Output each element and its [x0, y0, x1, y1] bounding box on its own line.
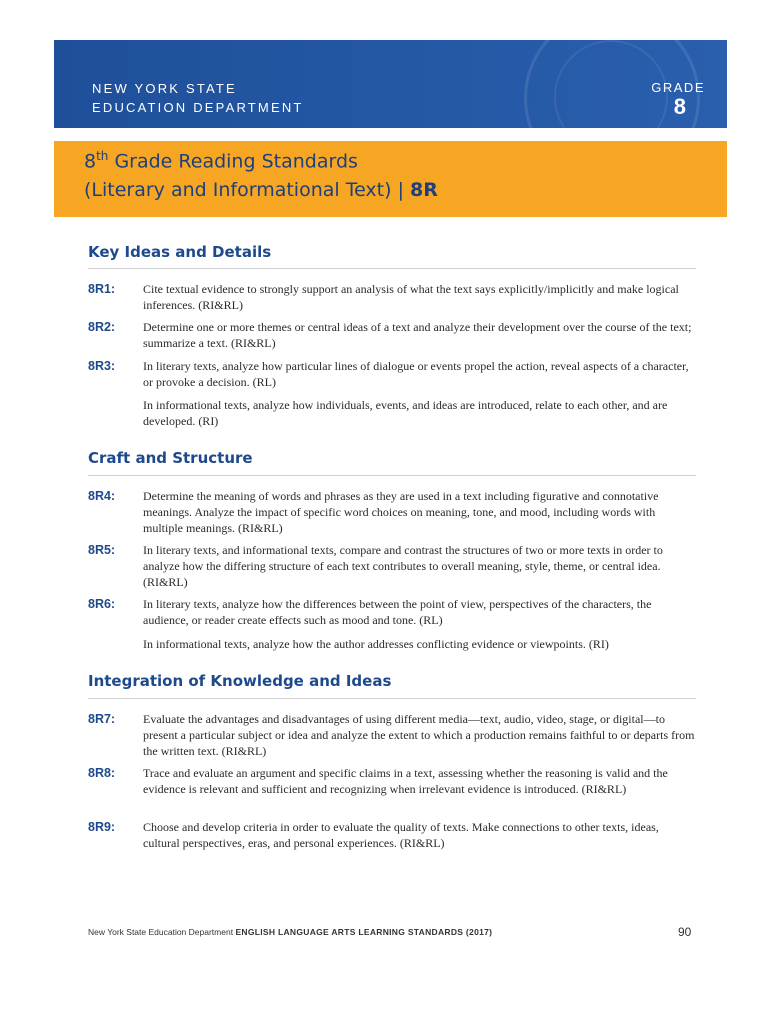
standard-text: Choose and develop criteria in order to evaluate the quality of texts. Make connections to other texts, ideas, cultural perspectives, eras, and personal experiences. (RI&RL) [143, 820, 659, 850]
standard-text-continued: In informational texts, analyze how the author addresses conflicting evidence or viewpoints. (RI) [143, 637, 609, 651]
page-number: 90 [678, 925, 692, 939]
title-code: 8R [410, 179, 438, 201]
standard-code: 8R3: [88, 359, 116, 373]
footer-department: New York State Education Department [88, 927, 234, 937]
title-ordinal-suffix: th [96, 149, 109, 163]
standard-code: 8R8: [88, 766, 116, 780]
standard-code: 8R1: [88, 282, 116, 296]
standard-text: In literary texts, and informational texts, compare and contrast the structures of two or more texts in order to analyze how the differing structure of each text contributes to overall meaning, style, theme, or central idea. (RI&RL) [143, 543, 663, 589]
standard-text: In literary texts, analyze how particular lines of dialogue or events propel the action, reveal aspects of a character, or provoke a decision. (RL) [143, 359, 689, 389]
footer-standards-title: ENGLISH LANGUAGE ARTS LEARNING STANDARDS (2017) [235, 927, 493, 937]
page-title-line-1 [84, 149, 358, 172]
organization-name [92, 79, 304, 117]
standard-text: Evaluate the advantages and disadvantages of using different media—text, audio, video, stage, or digital—to present a particular subject or idea and analyze the extent to which a production remains faithful to or departs from the written text. (RI&RL) [143, 712, 695, 758]
section-divider [88, 698, 696, 699]
section-heading-craft-structure: Craft and Structure [88, 449, 253, 467]
standard-code: 8R5: [88, 543, 116, 557]
org-line-2: EDUCATION DEPARTMENT [92, 100, 304, 115]
section-divider [88, 268, 696, 269]
standard-text-continued: In informational texts, analyze how individuals, events, and ideas are introduced, relate to each other, and are developed. (RI) [143, 398, 668, 428]
standard-text: Determine the meaning of words and phrases as they are used in a text including figurative and connotative meanings. Analyze the impact of specific word choices on meaning, tone, and mood, including words with multiple meanings. (RI&RL) [143, 489, 659, 535]
grade-label: GRADE [651, 80, 705, 95]
standard-code: 8R2: [88, 320, 116, 334]
page-title-line-2 [84, 179, 438, 201]
section-divider [88, 475, 696, 476]
header-banner [54, 40, 727, 128]
section-heading-key-ideas: Key Ideas and Details [88, 243, 272, 261]
org-line-1: NEW YORK STATE [92, 81, 237, 96]
standard-code: 8R9: [88, 820, 116, 834]
title-bar [54, 141, 727, 217]
standard-code: 8R6: [88, 597, 116, 611]
title-grade-number: 8 [84, 150, 97, 173]
standard-code: 8R4: [88, 489, 116, 503]
title-subtitle: (Literary and Informational Text) | [84, 179, 411, 201]
standard-text: Determine one or more themes or central ideas of a text and analyze their development over the course of the text; summarize a text. (RI&RL) [143, 320, 692, 350]
standard-text: Cite textual evidence to strongly support an analysis of what the text says explicitly/implicitly and make logical inferences. (RI&RL) [143, 282, 679, 312]
standard-text: Trace and evaluate an argument and specific claims in a text, assessing whether the reasoning is valid and the evidence is relevant and sufficient and recognizing when irrelevant evidence is introduced. (RI&RL) [143, 766, 668, 796]
footer-source [88, 927, 492, 937]
title-text: Grade Reading Standards [108, 150, 358, 173]
grade-number: 8 [673, 94, 686, 119]
standard-code: 8R7: [88, 712, 116, 726]
standard-text: In literary texts, analyze how the differences between the point of view, perspectives of the characters, the audience, or reader create effects such as mood and tone. (RL) [143, 597, 652, 627]
section-heading-integration: Integration of Knowledge and Ideas [88, 672, 392, 690]
